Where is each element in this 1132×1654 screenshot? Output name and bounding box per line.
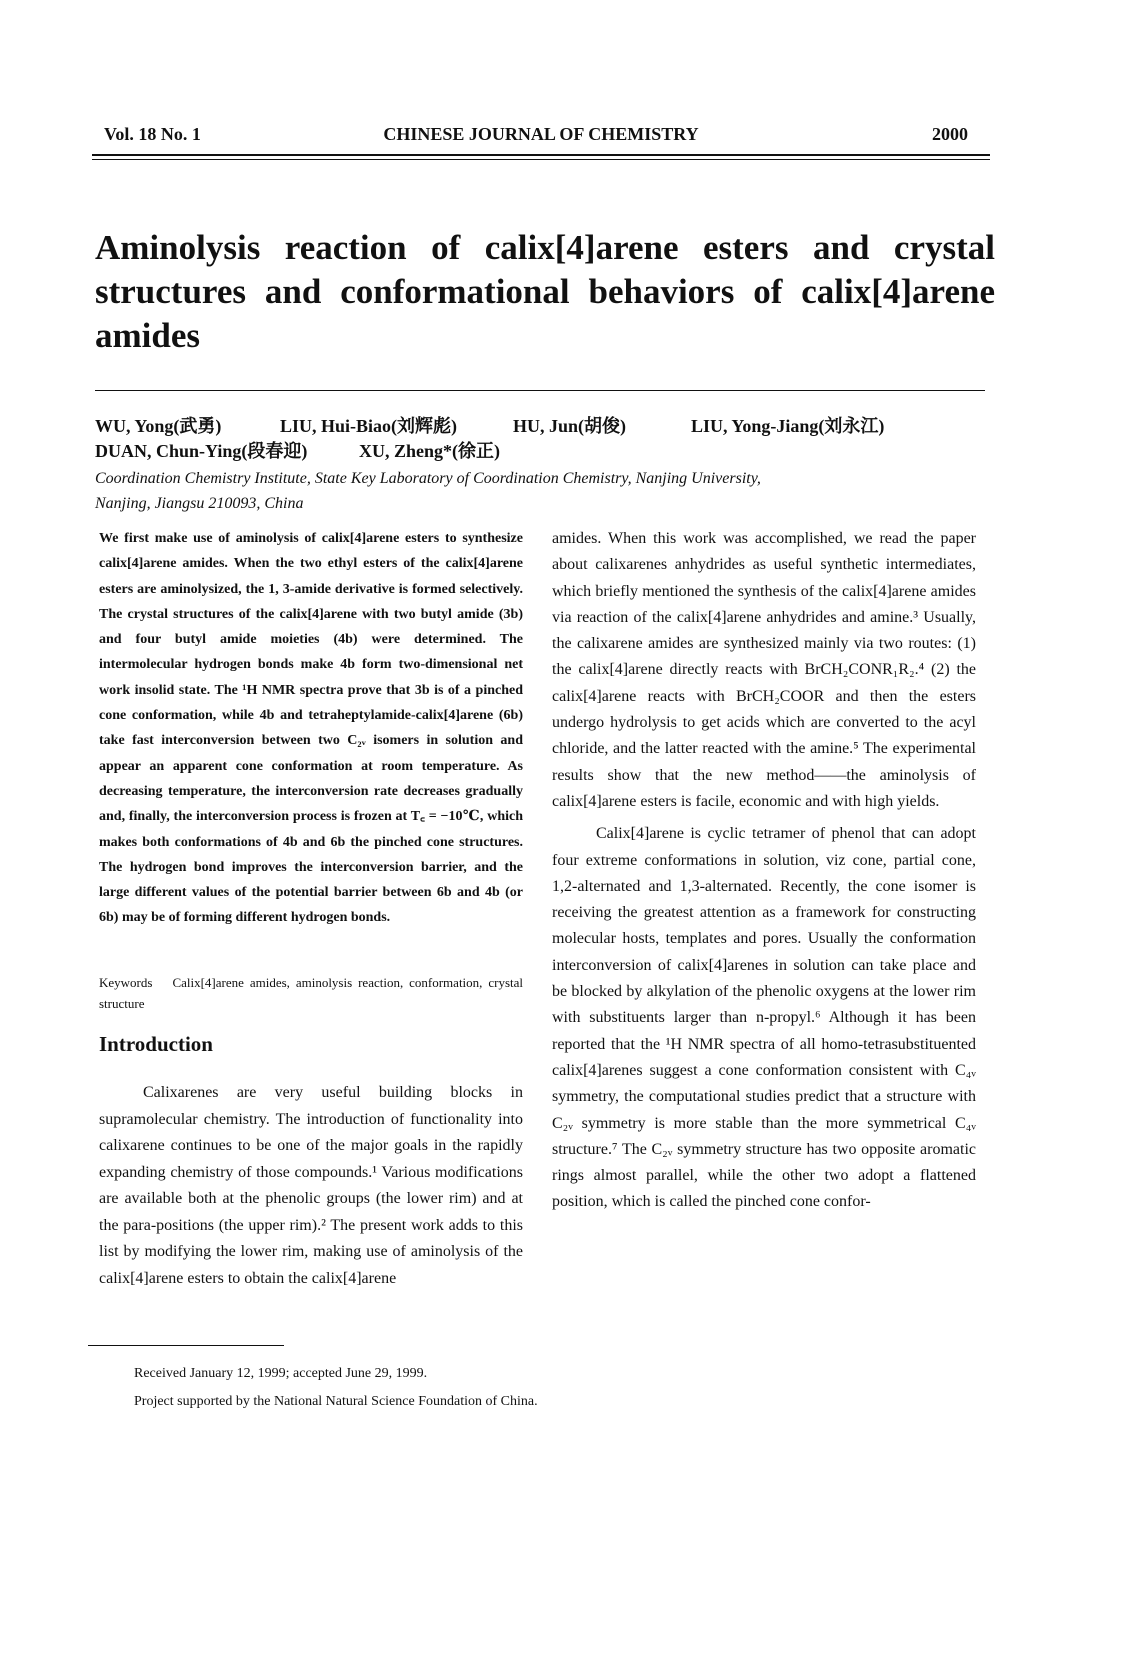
running-header [92, 120, 990, 160]
author-row [95, 439, 985, 464]
intro-text [99, 1080, 523, 1292]
affiliation [95, 466, 985, 516]
affiliation-line: Coordination Chemistry Institute, State Key Laboratory of Coordination Chemistry, Nanjing University, [95, 470, 761, 487]
abstract: We first make use of aminolysis of calix[4]arene esters to synthesize calix[4]arene amides. When the two ethyl esters of the calix[4]arene esters are aminolysized, the 1, 3-amide derivative is formed selectively. The crystal structures of the calix[4]arene with two butyl amide (3b) and four butyl amide moieties (4b) were determined. The intermolecular hydrogen bonds make 4b form two-dimensional net work insolid state. The ¹H NMR spectra prove that 3b is of a pinched cone conformation, while 4b and tetraheptylamide-calix[4]arene (6b) take fast interconversion between two C₂ᵥ isomers in solution and appear an apparent cone conformation at room temperature. As decreasing temperature, the interconversion rate decreases gradually and, finally, the interconversion process is frozen at T꜀ = −10℃, which makes both conformations of 4b and 6b the pinched cone structures. The hydrogen bond improves the interconversion barrier, and the large different values of the potential barrier between 6b and 4b (or 6b) may be of forming different hydrogen bonds. [99, 531, 523, 926]
keywords [99, 972, 523, 1014]
author-list [95, 414, 985, 464]
author-name: XU, Zheng*(徐正) [359, 441, 501, 461]
year: 2000 [932, 124, 968, 144]
footnote-divider [88, 1345, 284, 1346]
keywords-label: Keywords [99, 975, 153, 990]
footnotes [134, 1360, 538, 1416]
author-name: DUAN, Chun-Ying(段春迎) [95, 441, 308, 461]
section-heading: Introduction [99, 1032, 213, 1056]
paragraph: amides. When this work was accomplished, we read the paper about calixarenes anhydrides as useful synthetic intermediates, which briefly mentioned the synthesis of the calix[4]arene amides via reaction of the calix[4]arene anhydrides and amine.³ Usually, the calixarene amides are synthesized mainly via two routes: (1) the calix[4]arene directly reacts with BrCH₂CONR₁R₂.⁴ (2) the calix[4]arene reacts with BrCH₂COOR and then the esters undergo hydrolysis to get acids which are converted to the acyl chloride, and the latter reacted with the amine.⁵ The experimental results show that the new method——the aminolysis of calix[4]arene esters is facile, economic and with high yields. [552, 530, 976, 810]
volume-issue: Vol. 18 No. 1 [104, 124, 201, 144]
header-rule-thick [92, 154, 990, 156]
header-rule-thin [92, 159, 990, 160]
author-name: LIU, Hui-Biao(刘辉彪) [280, 416, 458, 436]
article-title: Aminolysis reaction of calix[4]arene esters and crystal structures and conformational behaviors of calix[4]arene amides [95, 228, 995, 355]
paragraph: Calixarenes are very useful building blocks in supramolecular chemistry. The introduction of functionality into calixarene continues to be one of the major goals in the rapidly expanding chemistry of those compounds.¹ Various modifications are available both at the phenolic groups (the lower rim) and at the para-positions (the upper rim).² The present work adds to this list by modifying the lower rim, making use of aminolysis of the calix[4]arene esters to obtain the calix[4]arene [99, 1084, 523, 1287]
paragraph: Calix[4]arene is cyclic tetramer of phenol that can adopt four extreme conformations in solution, viz cone, partial cone, 1,2-alternated and 1,3-alternated. Recently, the cone isomer is receiving the greatest attention as a framework for constructing molecular hosts, templates and pores. Usually the conformation interconversion of calix[4]arenes in solution can take place and be blocked by alkylation of the phenolic oxygens at the lower rim with substituents larger than n-propyl.⁶ Although it has been reported that the ¹H NMR spectra of all homo-tetrasubstituented calix[4]arenes suggest a cone conformation consistent with C₄ᵥ symmetry, the computational studies predict that a structure with C₂ᵥ symmetry is more stable than the more symmetrical C₄ᵥ structure.⁷ The C₂ᵥ symmetry structure has two opposite aromatic rings almost parallel, while the other two adopt a flattened position, which is called the pinched cone confor- [552, 825, 976, 1211]
title-divider [95, 390, 985, 391]
affiliation-line: Nanjing, Jiangsu 210093, China [95, 495, 304, 512]
keywords-text: Calix[4]arene amides, aminolysis reaction, conformation, crystal structure [99, 975, 523, 1011]
right-column [552, 526, 976, 1216]
author-name: LIU, Yong-Jiang(刘永江) [691, 416, 885, 436]
funding-note: Project supported by the National Natural Science Foundation of China. [134, 1394, 538, 1409]
author-name: HU, Jun(胡俊) [513, 416, 627, 436]
author-name: WU, Yong(武勇) [95, 416, 222, 436]
journal-name: CHINESE JOURNAL OF CHEMISTRY [383, 124, 699, 144]
author-row [95, 414, 985, 439]
received-note: Received January 12, 1999; accepted June 29, 1999. [134, 1366, 428, 1381]
